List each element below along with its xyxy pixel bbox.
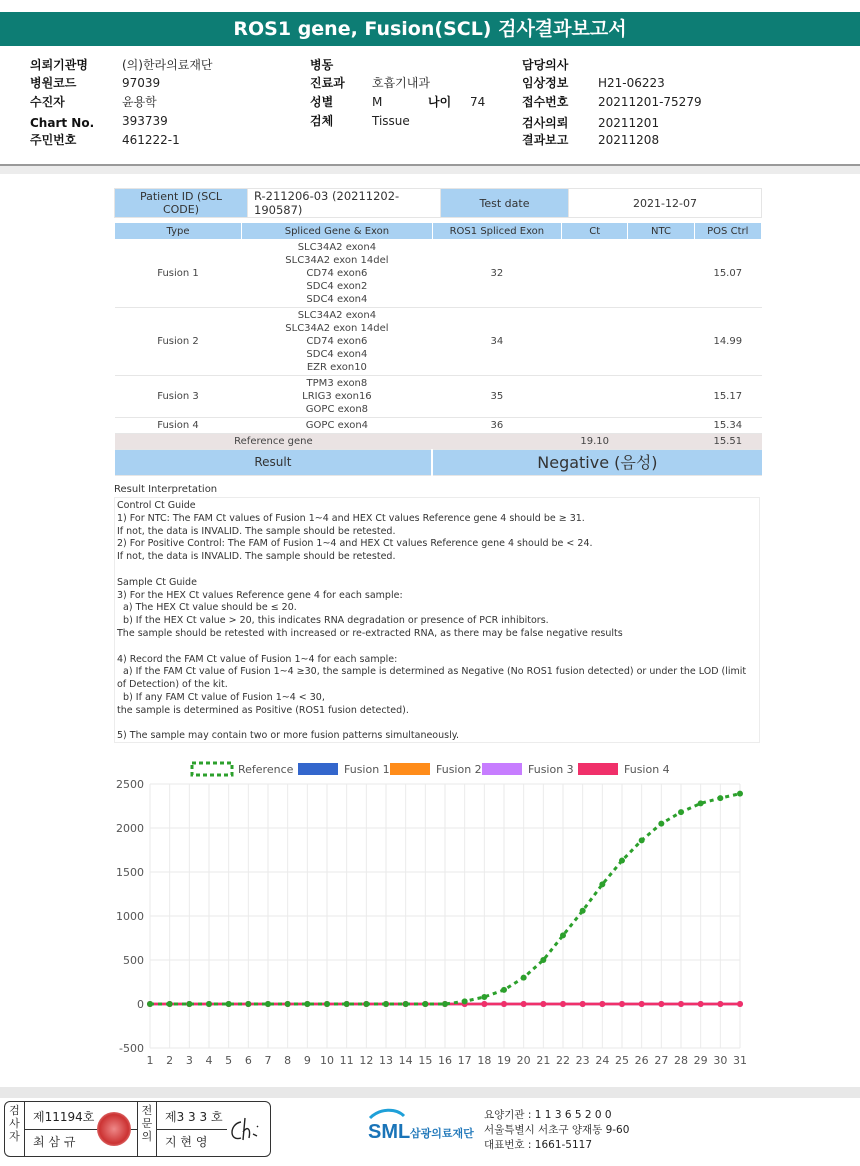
table-row: [115, 308, 762, 376]
data-point: [580, 1001, 586, 1007]
data-point: [481, 1001, 487, 1007]
x-tick-label: 6: [244, 1054, 252, 1067]
header-label: 수진자: [30, 95, 65, 109]
legend-label: Fusion 3: [528, 763, 574, 776]
x-tick-label: 21: [536, 1054, 551, 1067]
genes-cell: [242, 376, 433, 418]
interp-line: If not, the data is INVALID. The sample should be retested.: [117, 551, 396, 563]
x-tick-label: 16: [438, 1054, 452, 1067]
gene-line: SDC4 exon4: [306, 349, 368, 360]
type-cell: Fusion 4: [115, 418, 242, 434]
header-label: 임상정보: [522, 76, 569, 90]
y-tick-label: 1500: [116, 866, 144, 879]
inspector-name: 최 삼 규: [33, 1135, 76, 1149]
table-row: [115, 376, 762, 418]
data-point: [422, 1001, 428, 1007]
org-info-line: 서울특별시 서초구 양재동 9-60: [484, 1124, 630, 1136]
pos-cell: 15.17: [694, 376, 761, 418]
interp-line: Control Ct Guide: [117, 500, 196, 511]
gene-line: TPM3 exon8: [306, 378, 368, 389]
x-tick-label: 20: [516, 1054, 531, 1067]
x-tick-label: 19: [497, 1054, 511, 1067]
header-label: 접수번호: [522, 95, 569, 109]
col-header: Ct: [561, 223, 627, 240]
data-point: [245, 1001, 251, 1007]
x-tick-label: 23: [575, 1054, 590, 1067]
col-header: Type: [115, 223, 242, 240]
fusion-results-table: [114, 222, 762, 476]
gene-line: CD74 exon6: [306, 268, 368, 279]
header-label: 의뢰기관명: [30, 58, 88, 72]
interp-line: b) If the HEX Ct value > 20, this indicates RNA degradation or presence of PCR inhibitors.: [117, 615, 549, 627]
ct-cell: [561, 240, 627, 308]
col-header: Spliced Gene & Exon: [242, 223, 433, 240]
legend-label: Fusion 4: [624, 763, 670, 776]
col-header: POS Ctrl: [694, 223, 761, 240]
interp-line: 5) The sample may contain two or more fusion patterns simultaneously.: [117, 730, 460, 742]
result-value: Negative (음성): [432, 450, 761, 476]
data-point: [619, 1001, 625, 1007]
reference-ros1: [432, 434, 561, 450]
gene-line: SLC34A2 exon 14del: [285, 323, 389, 334]
specialist-divider: [157, 1129, 227, 1130]
header-value: 393739: [122, 114, 168, 128]
data-point: [560, 932, 566, 938]
header-value: 97039: [122, 76, 161, 90]
data-point: [442, 1001, 448, 1007]
age-label: 나이: [428, 95, 452, 109]
x-tick-label: 3: [185, 1054, 193, 1067]
specialist-no: 제3 3 3 호: [165, 1110, 223, 1124]
specialist-label: 전문의: [137, 1102, 157, 1156]
data-point: [619, 858, 625, 864]
data-point: [501, 987, 507, 993]
interp-line: The sample should be retested with increased or re-extracted RNA, as there may be false negative results: [117, 627, 623, 639]
data-point: [540, 1001, 546, 1007]
data-point: [501, 1001, 507, 1007]
data-point: [521, 1001, 527, 1007]
genes-cell: [242, 418, 433, 434]
inspector-no: 제11194호: [33, 1110, 95, 1124]
x-tick-label: 2: [166, 1054, 174, 1067]
x-tick-label: 14: [398, 1054, 413, 1067]
org-info-line: 요양기관 : 1 1 3 6 5 2 0 0: [484, 1109, 612, 1121]
y-tick-label: 0: [137, 998, 144, 1011]
gene-line: GOPC exon4: [305, 420, 369, 431]
x-tick-label: 8: [284, 1054, 292, 1067]
reference-label: Reference gene: [115, 434, 433, 450]
reference-ntc: [628, 434, 694, 450]
logo-text: SML: [368, 1121, 411, 1143]
y-tick-label: 1000: [116, 910, 144, 923]
data-point: [285, 1001, 291, 1007]
header-value: Tissue: [372, 114, 410, 128]
data-point: [521, 975, 527, 981]
data-point: [363, 1001, 369, 1007]
ros1-cell: 35: [432, 376, 561, 418]
data-point: [403, 1001, 409, 1007]
genes-cell: [242, 308, 433, 376]
gene-line: LRIG3 exon16: [302, 391, 372, 402]
interpretation-title: Result Interpretation: [114, 484, 218, 495]
interp-line: 3) For the HEX Ct values Reference gene 4 for each sample:: [117, 589, 403, 601]
patient-id-label: Patient ID (SCL CODE): [115, 189, 248, 218]
type-cell: Fusion 1: [115, 240, 242, 308]
legend-label: Fusion 1: [344, 763, 390, 776]
org-info-line: 대표번호 : 1661-5117: [484, 1139, 593, 1151]
header-label: 검사의뢰: [522, 116, 569, 130]
header-label: 결과보고: [522, 133, 569, 147]
x-tick-label: 27: [654, 1054, 669, 1067]
gene-line: SLC34A2 exon4: [297, 242, 377, 253]
interp-line: [117, 641, 757, 654]
pos-cell: 15.34: [694, 418, 761, 434]
data-point: [678, 809, 684, 815]
gene-line: SLC34A2 exon 14del: [285, 255, 389, 266]
header-value: 윤용학: [122, 95, 157, 109]
data-point: [658, 821, 664, 827]
interp-line: [117, 564, 757, 577]
x-tick-label: 29: [693, 1054, 708, 1067]
header-label: 진료과: [310, 76, 345, 90]
col-header: NTC: [628, 223, 694, 240]
y-tick-label: 500: [123, 954, 144, 967]
data-point: [580, 908, 586, 914]
result-label: Result: [115, 450, 433, 476]
data-point: [658, 1001, 664, 1007]
interp-line: the sample is determined as Positive (ROS1 fusion detected).: [117, 704, 409, 716]
header-label: 주민번호: [30, 133, 77, 147]
test-date-value: 2021-12-07: [569, 189, 762, 218]
data-point: [186, 1001, 192, 1007]
interp-line: a) If the FAM Ct value of Fusion 1~4 ≥30, the sample is determined as Negative (No ROS1 fusion detected) or under the LOD (limit of Detection) of the kit.: [117, 666, 750, 691]
ros1-cell: 32: [432, 240, 561, 308]
legend-label: Reference: [238, 763, 294, 776]
interp-line: 4) Record the FAM Ct value of Fusion 1~4 for each sample:: [117, 653, 398, 665]
data-point: [481, 994, 487, 1000]
data-point: [737, 1001, 743, 1007]
header-value: 호흡기내과: [372, 76, 430, 90]
ct-cell: [561, 308, 627, 376]
signature-box: [4, 1101, 271, 1157]
data-point: [147, 1001, 153, 1007]
reference-ct: 19.10: [561, 434, 627, 450]
patient-id-value: R-211206-03 (20211202-190587): [248, 189, 441, 218]
reference-pos: 15.51: [694, 434, 761, 450]
header-value: 20211208: [598, 133, 660, 147]
data-point: [737, 791, 743, 797]
data-point: [639, 1001, 645, 1007]
legend-swatch: [298, 763, 338, 775]
interp-line: 1) For NTC: The FAM Ct values of Fusion 1~4 and HEX Ct values Reference gene 4 should be ≥ 31.: [117, 512, 585, 524]
legend-swatch: [192, 763, 232, 775]
interp-line: 2) For Positive Control: The FAM of Fusion 1~4 and HEX Ct values Reference gene 4 should be < 24.: [117, 538, 593, 550]
x-tick-label: 11: [339, 1054, 354, 1067]
x-tick-label: 24: [595, 1054, 610, 1067]
x-tick-label: 15: [418, 1054, 433, 1067]
sml-logo: [366, 1108, 478, 1148]
ct-cell: [561, 376, 627, 418]
data-point: [344, 1001, 350, 1007]
x-tick-label: 18: [477, 1054, 492, 1067]
interpretation-box: [114, 497, 760, 743]
data-point: [717, 1001, 723, 1007]
x-tick-label: 25: [615, 1054, 629, 1067]
age-value: 74: [470, 95, 486, 109]
data-point: [540, 957, 546, 963]
data-point: [717, 795, 723, 801]
legend-swatch: [390, 763, 430, 775]
ros1-cell: 34: [432, 308, 561, 376]
pos-cell: 14.99: [694, 308, 761, 376]
data-point: [206, 1001, 212, 1007]
legend-swatch: [482, 763, 522, 775]
x-tick-label: 28: [674, 1054, 688, 1067]
ntc-cell: [628, 376, 694, 418]
report-title: ROS1 gene, Fusion(SCL) 검사결과보고서: [0, 12, 860, 46]
x-tick-label: 1: [146, 1054, 154, 1067]
data-point: [167, 1001, 173, 1007]
header-value: 20211201: [598, 116, 660, 130]
header-value: M: [372, 95, 383, 109]
test-date-label: Test date: [441, 189, 569, 218]
interp-line: If not, the data is INVALID. The sample should be retested.: [117, 525, 396, 537]
header-value: H21-06223: [598, 76, 665, 90]
interp-line: b) If any FAM Ct value of Fusion 1~4 < 30,: [117, 691, 325, 703]
inspector-label: 검사자: [5, 1102, 25, 1156]
header-label: 검체: [310, 114, 334, 128]
type-cell: Fusion 2: [115, 308, 242, 376]
interp-line: Sample Ct Guide: [117, 576, 197, 588]
data-point: [698, 800, 704, 806]
x-tick-label: 7: [264, 1054, 272, 1067]
reference-row: [115, 434, 762, 450]
patient-id-table: [114, 188, 762, 218]
data-point: [639, 837, 645, 843]
ct-cell: [561, 418, 627, 434]
divider: [0, 166, 860, 174]
data-point: [265, 1001, 271, 1007]
y-tick-label: 2000: [116, 822, 144, 835]
header-label: 병동: [310, 58, 334, 72]
data-point: [462, 998, 468, 1004]
y-tick-label: -500: [119, 1042, 144, 1055]
header-label: 성별: [310, 95, 334, 109]
seal-stamp-icon: [97, 1112, 131, 1146]
x-tick-label: 9: [303, 1054, 311, 1067]
ros1-cell: 36: [432, 418, 561, 434]
legend-label: Fusion 2: [436, 763, 482, 776]
chart-svg: [110, 758, 760, 1070]
x-tick-label: 17: [457, 1054, 472, 1067]
header-value: (의)한라의료재단: [122, 58, 213, 72]
data-point: [226, 1001, 232, 1007]
header-label: Chart No.: [30, 116, 95, 130]
footer-divider: [0, 1087, 860, 1098]
x-tick-label: 30: [713, 1054, 728, 1067]
gene-line: GOPC exon8: [305, 404, 369, 415]
gene-line: EZR exon10: [306, 362, 367, 373]
interp-line: a) The HEX Ct value should be ≤ 20.: [117, 602, 297, 614]
legend-swatch: [578, 763, 618, 775]
header-value: 461222-1: [122, 133, 180, 147]
amplification-chart: [110, 758, 760, 1070]
specialist-name: 지 현 영: [165, 1135, 208, 1149]
x-tick-label: 10: [320, 1054, 334, 1067]
genes-cell: [242, 240, 433, 308]
org-info: [484, 1108, 629, 1153]
pos-cell: 15.07: [694, 240, 761, 308]
sml-logo-icon: [366, 1108, 478, 1144]
data-point: [678, 1001, 684, 1007]
gene-line: CD74 exon6: [306, 336, 368, 347]
data-point: [599, 881, 605, 887]
result-row: [115, 450, 762, 476]
header-label: 병원코드: [30, 76, 77, 90]
data-point: [698, 1001, 704, 1007]
x-tick-label: 4: [205, 1054, 213, 1067]
header-value: 20211201-75279: [598, 95, 702, 109]
table-row: [115, 418, 762, 434]
col-header: ROS1 Spliced Exon: [432, 223, 561, 240]
gene-line: SDC4 exon2: [306, 281, 368, 292]
header-label: 담당의사: [522, 58, 569, 72]
ntc-cell: [628, 308, 694, 376]
y-tick-label: 2500: [116, 778, 144, 791]
x-tick-label: 22: [556, 1054, 570, 1067]
x-tick-label: 5: [225, 1054, 233, 1067]
x-tick-label: 31: [733, 1054, 747, 1067]
data-point: [383, 1001, 389, 1007]
type-cell: Fusion 3: [115, 376, 242, 418]
x-tick-label: 26: [634, 1054, 649, 1067]
gene-line: SLC34A2 exon4: [297, 310, 377, 321]
signature-icon: [227, 1114, 265, 1146]
org-name: 삼광의료재단: [410, 1127, 474, 1140]
data-point: [560, 1001, 566, 1007]
data-point: [304, 1001, 310, 1007]
x-tick-label: 12: [359, 1054, 374, 1067]
ntc-cell: [628, 240, 694, 308]
data-point: [599, 1001, 605, 1007]
ntc-cell: [628, 418, 694, 434]
data-point: [324, 1001, 330, 1007]
table-row: [115, 240, 762, 308]
interp-line: [117, 718, 757, 731]
x-tick-label: 13: [379, 1054, 393, 1067]
gene-line: SDC4 exon4: [306, 294, 368, 305]
